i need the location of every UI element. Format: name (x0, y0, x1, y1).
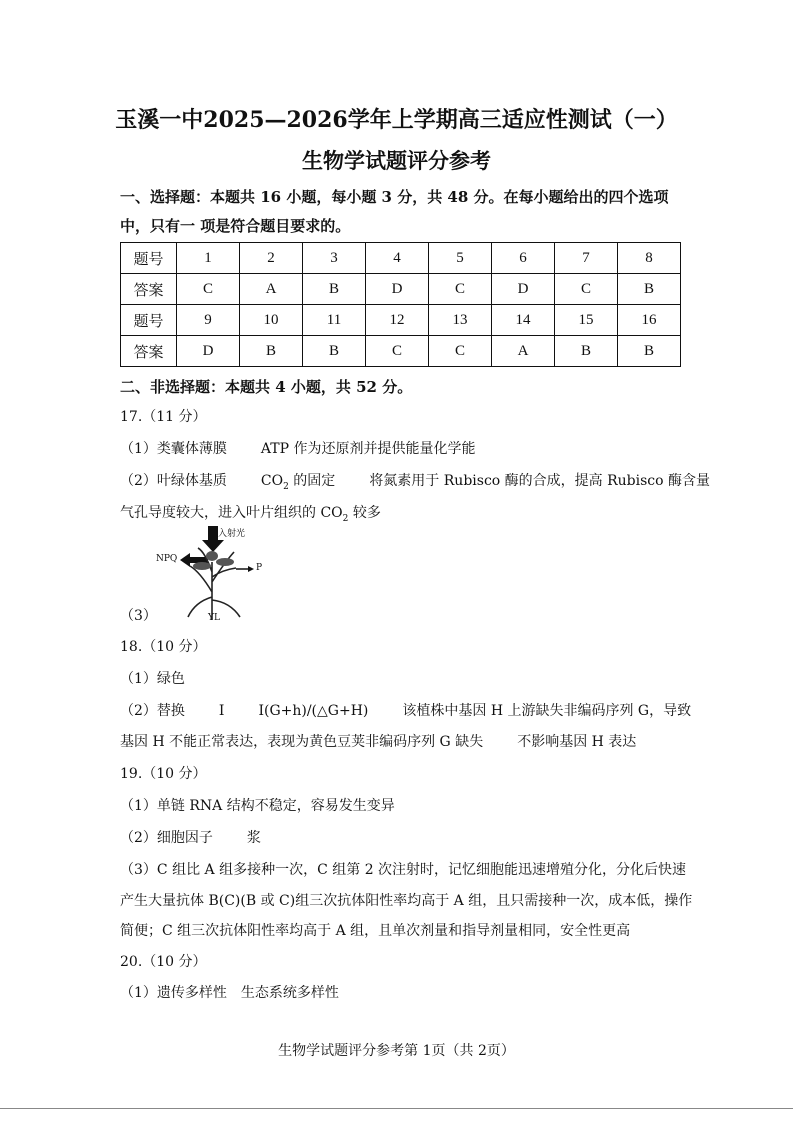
text: 气孔导度较大，进入叶片组织的 CO (120, 505, 343, 521)
table-cell: 3 (303, 243, 366, 274)
page-footer: 生物学试题评分参考第 1页（共 2页） (278, 1043, 515, 1059)
table-cell: C (555, 274, 618, 305)
text: CO (260, 473, 284, 489)
table-cell: D (366, 274, 429, 305)
table-cell: C (177, 274, 240, 305)
table-cell: C (429, 274, 492, 305)
text: 浆 (246, 830, 261, 846)
text: 将氮素用于 Rubisco 酶的合成，提高 Rubisco 酶含量 (369, 473, 711, 489)
text: 较多 (348, 505, 381, 521)
table-row (121, 305, 681, 336)
table-cell: A (492, 336, 555, 367)
table-cell: 15 (555, 305, 618, 336)
table-cell: 14 (492, 305, 555, 336)
q19-heading: 19.（10 分） (120, 766, 207, 782)
table-cell: B (555, 336, 618, 367)
text: 该植株中基因 H 上游缺失非编码序列 G，导致 (402, 703, 692, 719)
page-divider (0, 1108, 793, 1109)
table-cell: 4 (366, 243, 429, 274)
text: （2）替换 (120, 703, 185, 719)
table-cell: C (366, 336, 429, 367)
plant-illustration (150, 522, 280, 626)
table-cell: 6 (492, 243, 555, 274)
table-cell: B (618, 274, 681, 305)
table-cell: 10 (240, 305, 303, 336)
q17-answer-2-cont (120, 502, 381, 524)
p-label: P (256, 563, 263, 573)
section1-line1: 一、选择题：本题共 16 小题，每小题 3 分，共 48 分。在每小题给出的四个选项 (120, 188, 669, 206)
q17-heading: 17.（11 分） (120, 409, 207, 425)
table-cell: 答案 (121, 274, 177, 305)
text: 2 (283, 481, 289, 492)
q18-answer-2 (120, 700, 691, 720)
q17-answer-3: （3） (120, 608, 157, 624)
table-cell: 1 (177, 243, 240, 274)
table-cell: A (240, 274, 303, 305)
text: I (218, 703, 225, 719)
q19-answer-1: （1）单链 RNA 结构不稳定，容易发生变异 (120, 798, 395, 814)
incident-light-label: 入射光 (218, 529, 246, 539)
table-cell: D (492, 274, 555, 305)
npq-label: NPQ (156, 554, 178, 564)
page-subtitle: 生物学试题评分参考 (302, 148, 491, 173)
text: 的固定 (288, 473, 336, 489)
table-cell: 7 (555, 243, 618, 274)
table-cell: B (618, 336, 681, 367)
table-cell: 16 (618, 305, 681, 336)
table-cell: 9 (177, 305, 240, 336)
text: 不影响基因 H 表达 (517, 734, 637, 750)
text: （1）遗传多样性 (120, 985, 227, 1001)
page-title: 玉溪一中2025—2026学年上学期高三适应性测试（一） (115, 107, 678, 133)
table-cell: 13 (429, 305, 492, 336)
q17-answer-2 (120, 470, 710, 492)
q18-answer-1: （1）绿色 (120, 671, 185, 687)
text: （1）类囊体薄膜 (120, 441, 227, 457)
section2-heading: 二、非选择题：本题共 4 小题，共 52 分。 (120, 378, 413, 396)
text: I(G+h)/(△G+H) (258, 703, 369, 719)
text: ATP 作为还原剂并提供能量化学能 (260, 441, 476, 457)
table-cell: D (177, 336, 240, 367)
text: 生态系统多样性 (240, 985, 339, 1001)
table-cell: B (303, 274, 366, 305)
table-cell: B (303, 336, 366, 367)
q19-answer-2 (120, 827, 261, 847)
plant-figure (150, 522, 280, 626)
table-row (121, 336, 681, 367)
text: （2）细胞因子 (120, 830, 213, 846)
q20-heading: 20.（10 分） (120, 954, 207, 970)
q18-answer-2-cont (120, 731, 636, 751)
text: 2 (342, 513, 349, 524)
q19-answer-3: （3）C 组比 A 组多接种一次，C 组第 2 次注射时，记忆细胞能迅速增殖分化，分化后快速 (120, 862, 687, 878)
table-row (121, 243, 681, 274)
table-cell: 题号 (121, 305, 177, 336)
q19-answer-3-cont: 产生大量抗体 B(C)(B 或 C)组三次抗体阳性率均高于 A 组，且只需接种一次，成本低，操作 (120, 893, 693, 909)
table-row (121, 274, 681, 305)
text: （2）叶绿体基质 (120, 473, 227, 489)
table-cell: 12 (366, 305, 429, 336)
q18-heading: 18.（10 分） (120, 639, 207, 655)
table-cell: 答案 (121, 336, 177, 367)
table-cell: 11 (303, 305, 366, 336)
text: 基因 H 不能正常表达，表现为黄色豆荚非编码序列 G 缺失 (120, 734, 484, 750)
yl-label: YL (208, 613, 220, 623)
table-cell: 5 (429, 243, 492, 274)
answer-table (120, 242, 681, 367)
table-cell: C (429, 336, 492, 367)
section1-line2: 中，只有一 项是符合题目要求的。 (120, 217, 351, 235)
table-cell: 8 (618, 243, 681, 274)
q19-answer-3-cont2: 简便；C 组三次抗体阳性率均高于 A 组，且单次剂量和指导剂量相同，安全性更高 (120, 923, 631, 939)
q17-answer-1 (120, 438, 475, 458)
table-cell: 题号 (121, 243, 177, 274)
table-cell: 2 (240, 243, 303, 274)
q20-answer-1 (120, 982, 339, 1002)
table-cell: B (240, 336, 303, 367)
